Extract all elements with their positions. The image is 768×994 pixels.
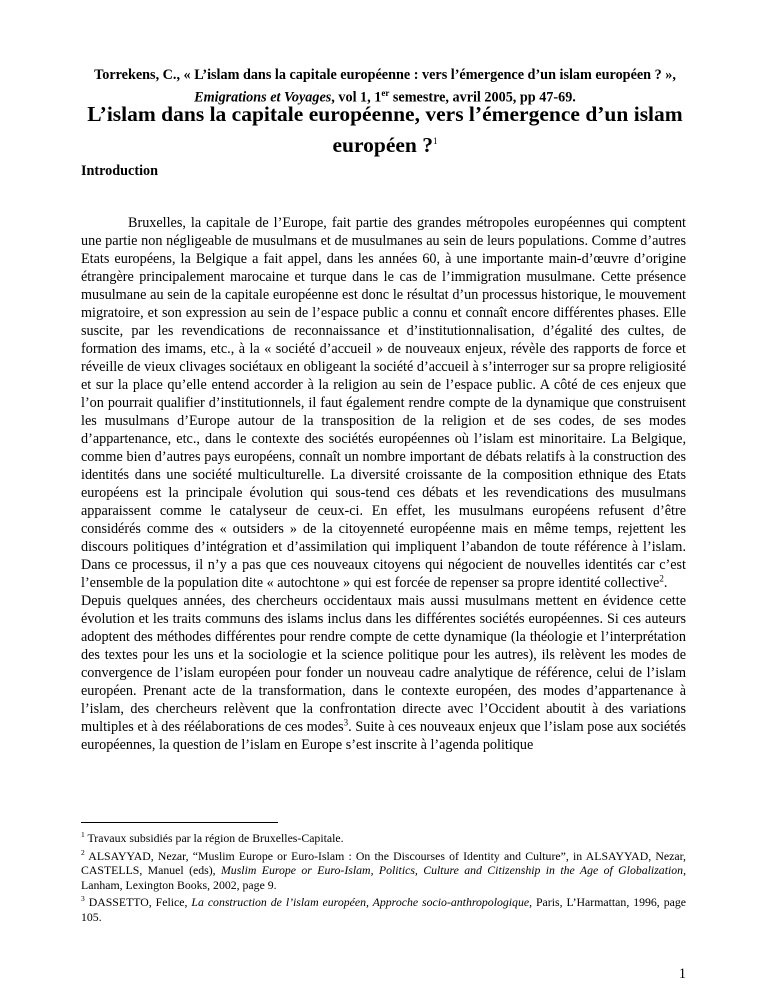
footnote-2-number: 2 — [81, 847, 85, 857]
title-footnote-ref: 1 — [433, 136, 438, 146]
footnote-ref-2: 2 — [659, 573, 664, 584]
footnotes — [81, 828, 686, 924]
footnote-3-text-a: DASSETTO, Felice, — [88, 895, 192, 910]
citation-volume: , vol 1, 1 — [331, 89, 382, 106]
paragraph-2 — [81, 592, 686, 754]
footnote-ref-3: 3 — [343, 717, 349, 728]
footnote-2-text-b: , Lanham, Lexington Books, 2002, page 9. — [81, 863, 687, 892]
citation-authors-title: Torrekens, C., « L’islam dans la capitale européenne : vers l’émergence d’un islam européen ? », — [94, 67, 676, 83]
paragraph-1 — [81, 214, 686, 592]
footnote-1-number: 1 — [81, 830, 85, 839]
title-text: L’islam dans la capitale européenne, vers l’émergence d’un islam européen ? — [87, 102, 683, 158]
footnote-3-number: 3 — [81, 894, 85, 904]
footnote-divider — [81, 822, 278, 823]
footnote-2-book-title: Muslim Europe or Euro-Islam, Politics, Culture and Citizenship in the Age of Globalization — [220, 863, 684, 878]
footnote-3-book-title: La construction de l’islam européen, Approche socio-anthropologique — [191, 895, 530, 910]
section-heading-introduction: Introduction — [81, 163, 158, 179]
paragraph-2-text-a: Depuis quelques années, des chercheurs occidentaux mais aussi musulmans mettent en évidence cette évolution et les traits communs des islams inclus dans les différentes sociétés européennes. Si ces auteurs adoptent des méthodes différentes pour rendre compte de cette dynamique (la théologie et l’interprétation des textes pour les uns et la sociologie et la science politique pour les autres), ils relèvent les modes de convergence de l’islam européen pour fonder un nouveau cadre analytique de référence, celui de l’islam européen. Prenant acte de la transformation, dans le contexte européen, des modes d’appartenance à l’islam, des chercheurs relèvent que la confrontation directe avec l’Occident aboutit à des variations multiples et à des réélaborations de ces modes — [81, 593, 686, 735]
citation-journal: Emigrations et Voyages — [194, 89, 332, 106]
paragraph-2-text-b: . Suite à ces nouveaux enjeux que l’islam pose aux sociétés européennes, la question de l’islam en Europe s’est inscrite à l’agenda politique — [81, 719, 686, 753]
footnote-1-text: Travaux subsidiés par la région de Bruxelles-Capitale. — [87, 830, 344, 845]
paragraph-1-end: . — [663, 575, 668, 591]
paragraph-1-text: Bruxelles, la capitale de l’Europe, fait partie des grandes métropoles européennes qui comptent une partie non négligeable de musulmans et de musulmanes au sein de leurs populations. Comme d’autres Etats européens, la Belgique a fait appel, dans les années 60, à une importante main-d’œuvre d’origine étrangère principalement marocaine et turque dans le cas de l’immigration musulmane. Cette présence musulmane au sein de la capitale européenne est donc le résultat d’un processus historique, le mouvement migratoire, et son expression au sein de l’espace public a connu et connaît encore différentes phases. Elle suscite, par les revendications de reconnaissance et d’institutionnalisation, d’égalité des cultes, de formation des imams, etc., à la « société d’accueil » de nouveaux enjeux, révèle des rapports de force et réveille de vieux clivages sociétaux en obligeant la société d’accueil à s’interroger sur sa propre religiosité et sur la place qu’elle entend accorder à la religion au sein de l’espace public. A côté de ces enjeux que l’on pourrait qualifier d’institutionnels, il faut également rendre compte de la dynamique que construisent les musulmans d’Europe autour de la transposition de la religion et de ses codes, de ses modes d’appartenance, etc., dans le contexte des sociétés européennes où l’islam est minoritaire. La Belgique, comme bien d’autres pays européens, connaît un nombre important de débats relatifs à la construction des identités dans une société multiculturelle. La diversité croissante de la composition ethnique des Etats européens est la principale évolution qui sous-tend ces débats et les revendications des musulmans apparaissent comme le catalyseur de ceux-ci. En effet, les musulmans européens refusent d’être considérés comme des « outsiders » de la citoyenneté européenne mais en même temps, rejettent les discours politiques d’intégration et d’assimilation qui impliquent l’abandon de toute référence à l’islam. Dans ce processus, il n’y a pas que ces nouveaux citoyens qui négocient de nouvelles identités car c’est l’ensemble de la population dite « autochtone » qui est forcée de repenser sa propre identité collective — [81, 215, 686, 591]
citation-superscript: er — [381, 88, 390, 98]
footnote-2 — [81, 846, 686, 893]
document-title — [80, 101, 690, 159]
citation-pages: semestre, avril 2005, pp 47-69. — [389, 89, 576, 106]
footnote-3-text-b: , Paris, L’Harmattan, 1996, page 105. — [81, 895, 686, 924]
footnote-2-text-a: ALSAYYAD, Nezar, “Muslim Europe or Euro-Islam : On the Discourses of Identity and Culture”, in ALSAYYAD, Nezar, CASTELLS, Manuel (eds), — [81, 848, 686, 878]
footnote-1 — [81, 828, 686, 846]
footnote-3 — [81, 892, 686, 924]
page-number: 1 — [678, 966, 686, 982]
